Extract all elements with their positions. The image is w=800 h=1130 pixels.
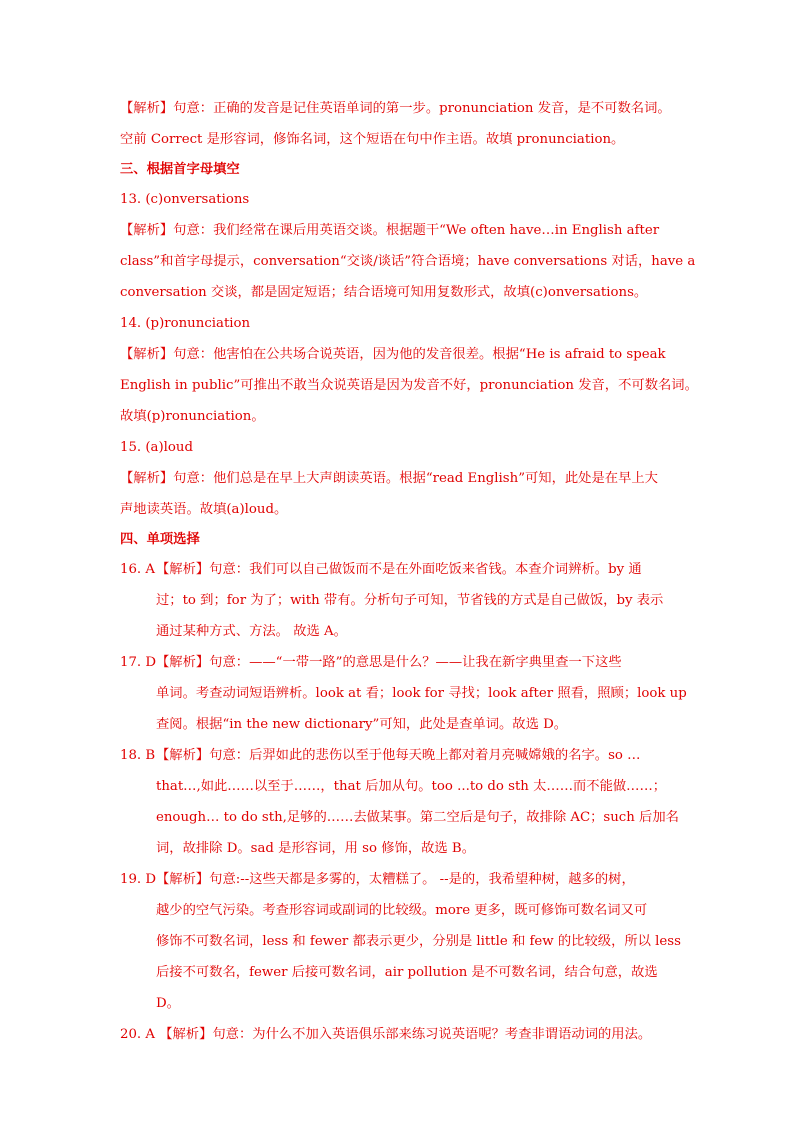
text-line: 越少的空气污染。考查形容词或副词的比较级。more 更多，既可修饰可数名词又可 (156, 903, 648, 918)
document-page (120, 93, 698, 1050)
text-line: 【解析】句意：我们经常在课后用英语交谈。根据题干“We often have…in English after (120, 223, 660, 238)
text-line: 过；to 到；for 为了；with 带有。分析句子可知，节省钱的方式是自己做饭，by 表示 (156, 593, 664, 608)
text-line: 单词。考查动词短语辨析。look at 看；look for 寻找；look after 照看，照顾；look up (156, 686, 687, 701)
text-line: 【解析】句意：正确的发音是记住英语单词的第一步。pronunciation 发音，是不可数名词。 (120, 101, 671, 116)
text-line: 后接不可数名，fewer 后接可数名词，air pollution 是不可数名词，结合句意，故选 (156, 965, 658, 980)
text-line: 【解析】句意：他们总是在早上大声朗读英语。根据“read English”可知，此处是在早上大 (120, 471, 658, 486)
answer-number: 16. A (120, 562, 155, 577)
text-line: class”和首字母提示，conversation“交谈/谈话”符合语境；have conversations 对话，have a (120, 254, 696, 269)
text-line: 【解析】句意：——“一带一路”的意思是什么？——让我在新字典里查一下这些 (156, 655, 622, 670)
answer-number: 17. D (120, 655, 157, 670)
text-line: D。 (156, 996, 180, 1011)
question-18 (120, 740, 685, 864)
text-line: 修饰不可数名词，less 和 fewer 都表示更少，分别是 little 和 few 的比较级，所以 less (156, 934, 681, 949)
answer-line: 13. (c)onversations (120, 192, 250, 207)
text-line: 【解析】句意：他害怕在公共场合说英语，因为他的发音很差。根据“He is afraid to speak (120, 347, 666, 362)
section-heading-4: 四、单项选择 (120, 532, 200, 547)
question-19 (120, 864, 685, 1019)
text-line: 查阅。根据“in the new dictionary”可知，此处是查单词。故选 D。 (156, 717, 568, 732)
text-line: 空前 Correct 是形容词，修饰名词，这个短语在句中作主语。故填 pronunciation。 (120, 132, 625, 147)
text-line: 声地读英语。故填(a)loud。 (120, 502, 288, 517)
text-line: 【解析】句意：我们可以自己做饭而不是在外面吃饭来省钱。本查介词辨析。by 通 (156, 562, 642, 577)
question-15 (120, 432, 685, 525)
text-line: that…,如此……以至于……，that 后加从句。too ...to do sth 太……而不能做……； (156, 779, 667, 794)
text-line: conversation 交谈，都是固定短语；结合语境可知用复数形式，故填(c)onversations。 (120, 285, 648, 300)
answer-number: 18. B (120, 748, 156, 763)
intro-explanation (120, 93, 685, 155)
text-line: 通过某种方式、方法。 故选 A。 (156, 624, 347, 639)
section-heading-3: 三、根据首字母填空 (120, 162, 240, 177)
text-line: 【解析】句意:--这些天都是多雾的，太糟糕了。 --是的，我希望种树，越多的树， (156, 872, 635, 887)
question-20: 20. A 【解析】句意：为什么不加入英语俱乐部来练习说英语呢？考查非谓语动词的用法。 (120, 1027, 652, 1042)
question-16 (120, 554, 685, 647)
text-line: 【解析】句意：后羿如此的悲伤以至于他每天晚上都对着月亮喊嫦娥的名字。so … (156, 748, 641, 763)
answer-number: 19. D (120, 872, 157, 887)
text-line: 词，故排除 D。sad 是形容词，用 so 修饰，故选 B。 (156, 841, 476, 856)
question-14 (120, 308, 698, 432)
text-line: 故填(p)ronunciation。 (120, 409, 265, 424)
text-line: enough… to do sth,足够的……去做某事。第二空后是句子，故排除 AC；such 后加名 (156, 810, 679, 825)
question-17 (120, 647, 685, 740)
question-13 (120, 184, 696, 308)
text-line: English in public”可推出不敢当众说英语是因为发音不好，pronunciation 发音，不可数名词。 (120, 378, 698, 393)
answer-line: 15. (a)loud (120, 440, 194, 455)
answer-line: 14. (p)ronunciation (120, 316, 251, 331)
